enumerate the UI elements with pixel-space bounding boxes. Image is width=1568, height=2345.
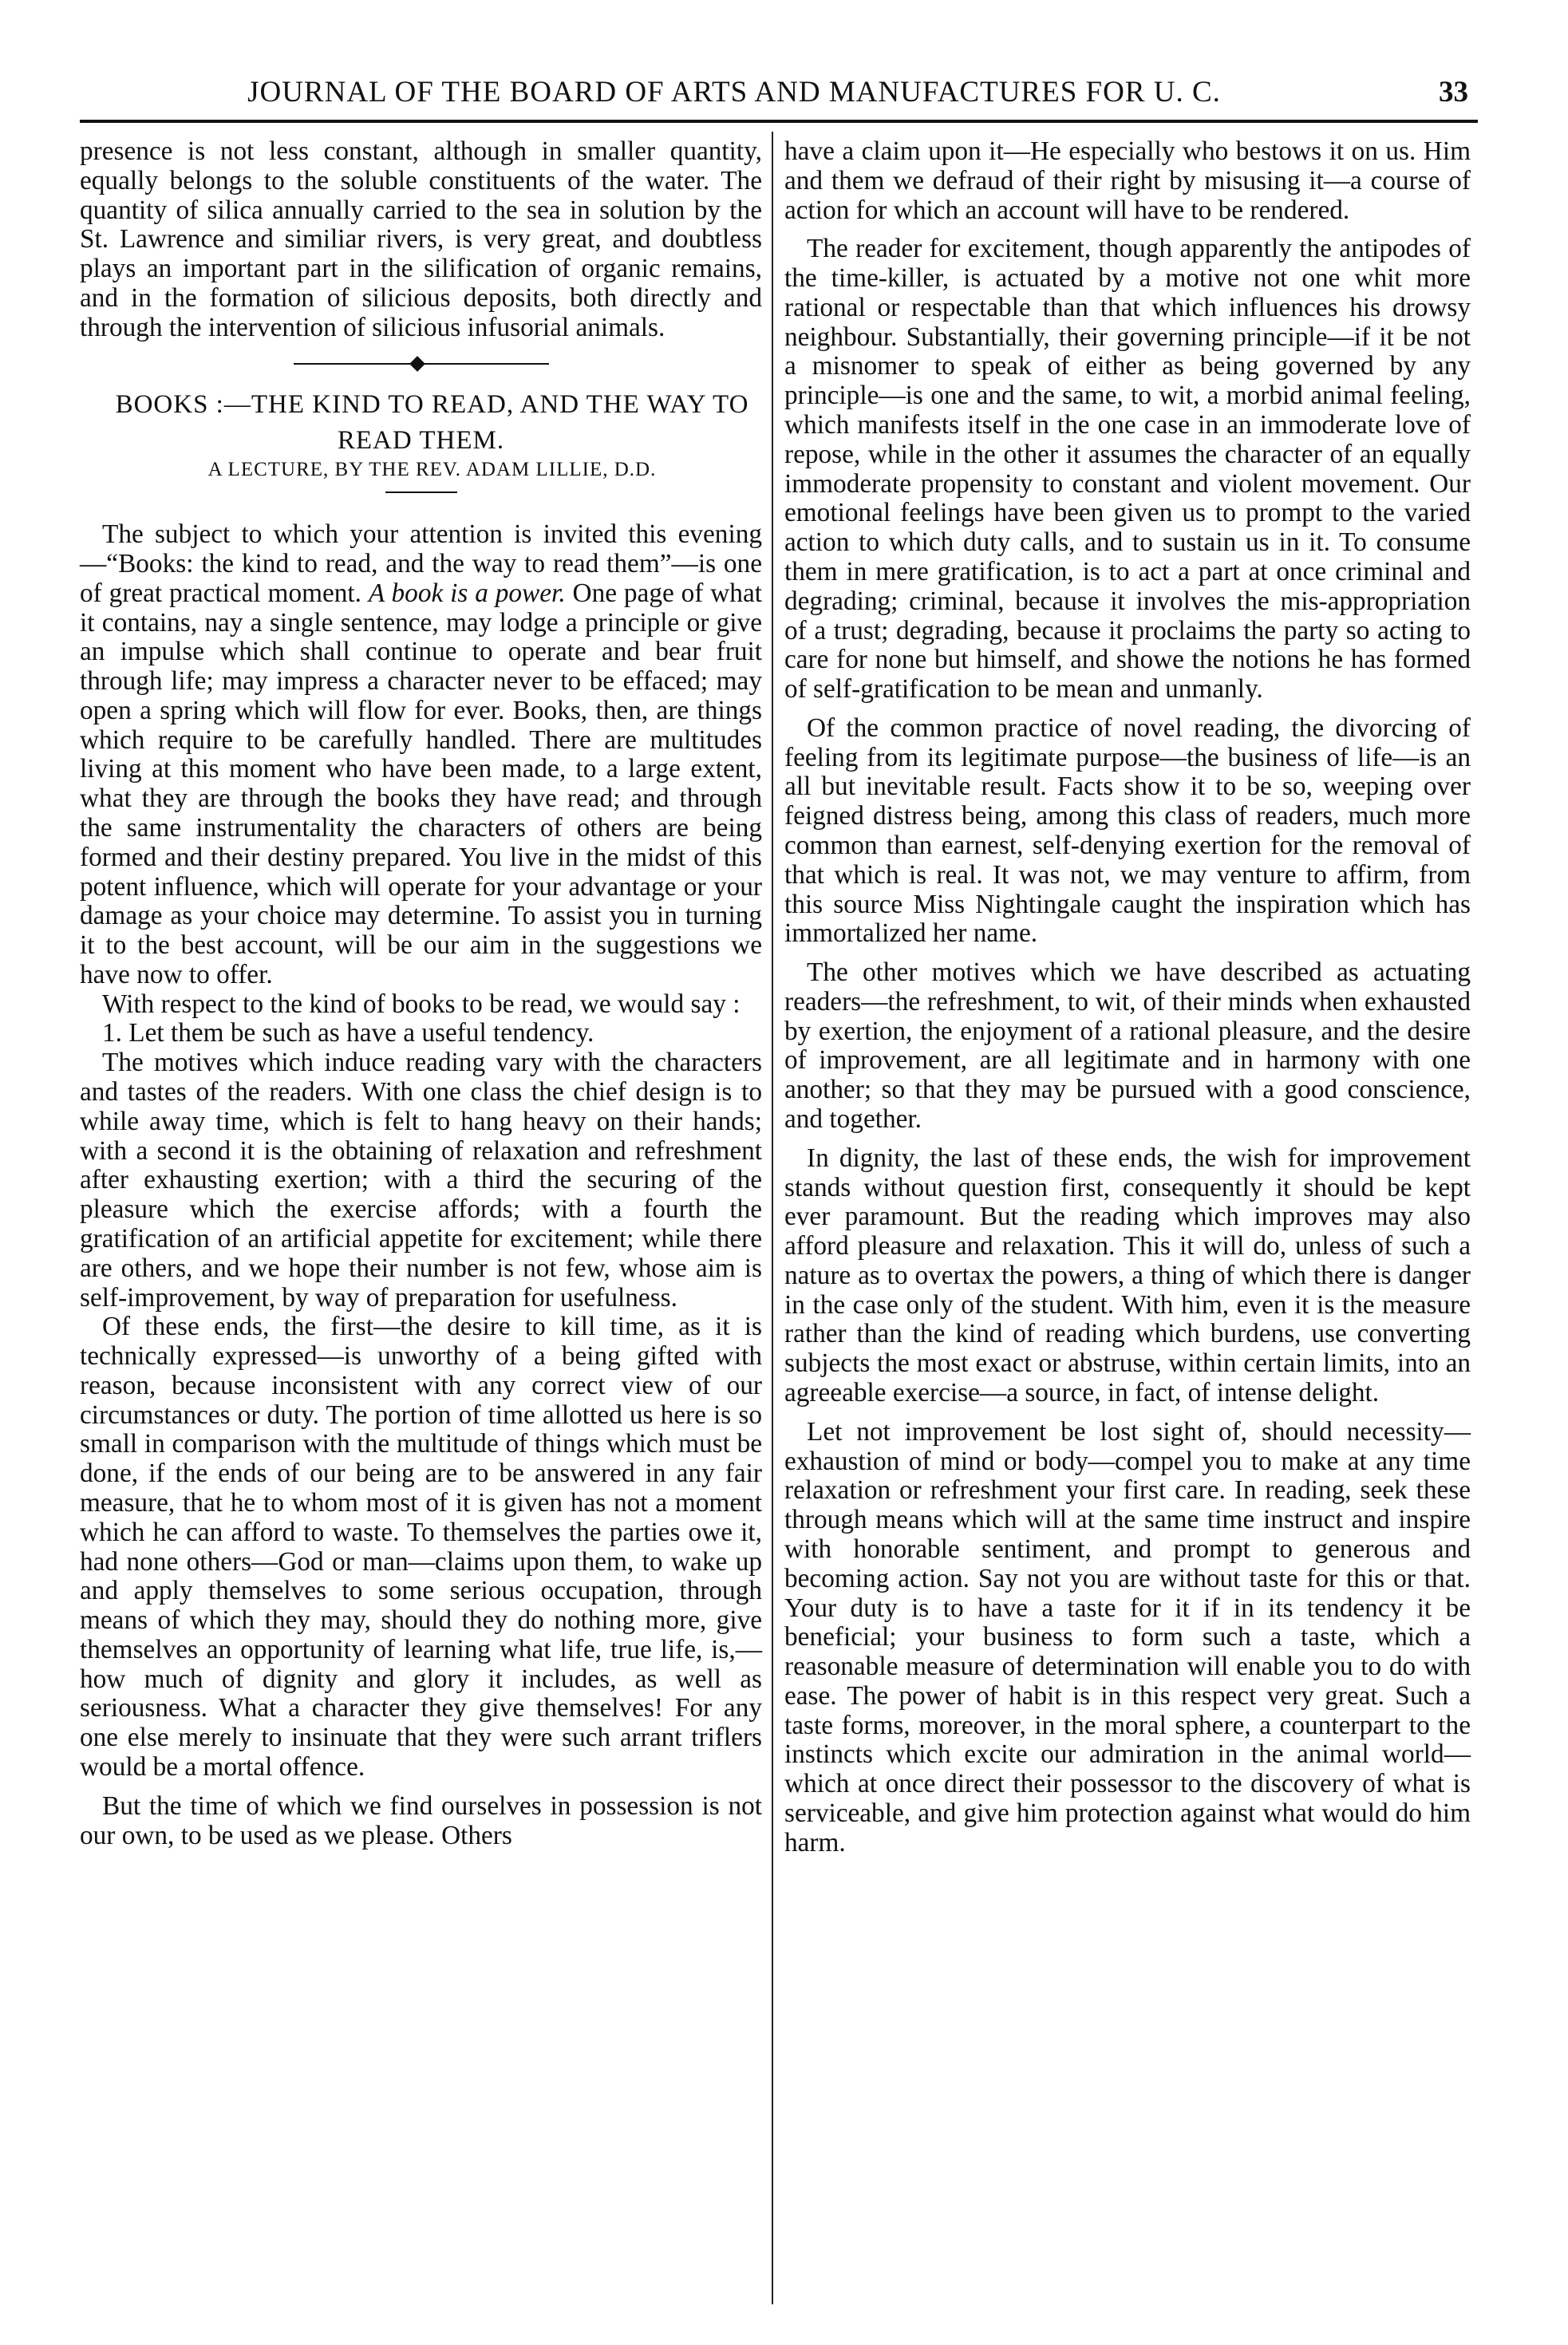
paragraph: The reader for excitement, though apparently the antipodes of the time-killer, is actuated by a motive not one whit more rational or respectable than that which influences his drowsy neighbour. Substantially, their governing principle—if it be not a misnomer to speak of either as being governed by any principle—is one and the same, to wit, a morbid animal feeling, which manifests itself in the one case in an immoderate love of repose, while in the other it assumes the character of an equally immoderate propensity to constant and violent movement. Our emotional feelings have been given us to prompt to the varied action to which duty calls, and to sustain us in it. To consume them in mere gratification, is to act a part at once criminal and degrading; criminal, because it involves the mis-appropriation of a trust; degrading, because it proclaims the party so acting to care for none but himself, and showe the notions he has formed of self-gratification to be mean and unmanly. — [784, 234, 1471, 705]
article-title: BOOKS :—THE KIND TO READ, AND THE WAY TO READ THEM. — [115, 390, 749, 456]
paragraph: The motives which induce reading vary with the characters and tastes of the readers. With one class the chief design is to while away time, which is felt to hang heavy on their hands; with a second it is the obtaining of relaxation and refreshment after exhausting exertion; with a third the securing of the pleasure which the exercise affords; with a fourth the gratification of an artificial appetite for excitement; while there are others, and we hope their number is not few, whose aim is self-improvement, by way of preparation for usefulness. — [80, 1048, 762, 1313]
left-column — [80, 137, 762, 1850]
paragraph-text: The subject to which your attention is invited this evening—“Books: the kind to read, and the way to read them”—is one of great practical moment. — [80, 519, 762, 608]
paragraph: Let not improvement be lost sight of, should necessity—exhaustion of mind or body—compel you to make at any time relaxation or refreshment your first care. In reading, seek these through means which will at the same time instruct and inspire with honorable sentiment, and prompt to generous and becoming action. Say not you are without taste for this or that. Your duty is to have a taste for it if in its tendency it be beneficial; your business to form such a taste, which a reasonable measure of determination will enable you to do with ease. The power of habit is in this respect very great. Such a taste forms, moreover, in the moral sphere, a counterpart to the instincts which excite our admiration in the animal world—which at once direct their possessor to the discovery of what is serviceable, and give him protection against what would do him harm. — [784, 1416, 1471, 1857]
header-rule — [80, 120, 1478, 123]
paragraph-continuation: have a claim upon it—He especially who bestows it on us. Him and them we defraud of their right by misusing it—a course of action for which an account will have to be rendered. — [784, 136, 1471, 225]
article-byline: A LECTURE, BY THE REV. ADAM LILLIE, D.D. — [207, 458, 657, 480]
right-column — [784, 137, 1471, 1858]
column-divider — [772, 132, 773, 2304]
paragraph: The other motives which we have described as actuating readers—the refreshment, to wit, of their minds when exhausted by exertion, the enjoyment of a rational pleasure, and the desire of improvement, are all legitimate and in harmony with one another; so that they may be pursued with a good conscience, and together. — [784, 957, 1471, 1134]
byline-rule — [385, 492, 457, 493]
running-head — [80, 69, 1468, 116]
emphasis-text: A book is a power. — [368, 578, 566, 608]
running-title: JOURNAL OF THE BOARD OF ARTS AND MANUFACTURES FOR U. C. — [247, 76, 1221, 109]
page-number: 33 — [1439, 76, 1468, 109]
paragraph: Of these ends, the first—the desire to kill time, as it is technically expressed—is unworthy of a being gifted with reason, because inconsistent with any correct view of our circumstances or duty. The portion of time allotted us here is so small in comparison with the multitude of things which must be done, if the ends of our being are to be answered in any fair measure, that he to whom most of it is given has not a moment which he can afford to waste. To themselves the parties owe it, had none others—God or man—claims upon them, to wake up and apply themselves to some serious occupation, through means of which they may, should they do nothing more, give themselves an opportunity of learning what life, true life, is,—how much of dignity and glory it includes, as well as seriousness. What a character they give themselves! For any one else merely to insinuate that they were such arrant triflers would be a mortal offence. — [80, 1312, 762, 1782]
numbered-point: 1. Let them be such as have a useful tendency. — [102, 1018, 594, 1048]
paragraph — [80, 520, 762, 990]
paragraph: With respect to the kind of books to be read, we would say : — [102, 989, 741, 1019]
paragraph: In dignity, the last of these ends, the wish for improvement stands without question first, consequently it should be kept ever paramount. But the reading which improves may also afford pleasure and relaxation. This it will do, unless of such a nature as to overtax the powers, a thing of which there is danger in the case only of the student. With him, even it is the measure rather than the kind of reading which burdens, use converting subjects the most exact or abstruse, within certain limits, into an agreeable exercise—a source, in fact, of intense delight. — [784, 1143, 1471, 1408]
paragraph: Of the common practice of novel reading, the divorcing of feeling from its legitimate purpose—the business of life—is an all but inevitable result. Facts show it to be so, weeping over feigned distress being, among this class of readers, much more common than earnest, self-denying exertion for the removal of that which is real. It was not, we may venture to affirm, from this source Miss Nightingale caught the inspiration which has immortalized her name. — [784, 713, 1471, 949]
paragraph: But the time of which we find ourselves in possession is not our own, to be used as we please. Others — [80, 1790, 762, 1850]
section-ornament — [294, 360, 549, 368]
paragraph-text: One page of what it contains, nay a single sentence, may lodge a principle or give an impulse which shall continue to operate and bear fruit through life; may impress a character never to be effaced; may open a spring which will flow for ever. Books, then, are things which require to be carefully handled. There are multitudes living at this moment who have been made, to a large extent, what they are through the books they have read; and through the same instrumentality the characters of others are being formed and their destiny prepared. You live in the midst of this potent influence, which will operate for your advantage or your damage as your choice may determine. To assist you in turning it to the best account, will be our aim in the suggestions we have now to offer. — [80, 578, 762, 989]
paragraph-continuation: presence is not less constant, although in smaller quantity, equally belongs to the soluble constituents of the water. The quantity of silica annually carried to the sea in solution by the St. Lawrence and similiar rivers, is very great, and doubtless plays an important part in the silification of organic remains, and in the formation of silicious deposits, both directly and through the intervention of silicious infusorial animals. — [80, 136, 762, 342]
